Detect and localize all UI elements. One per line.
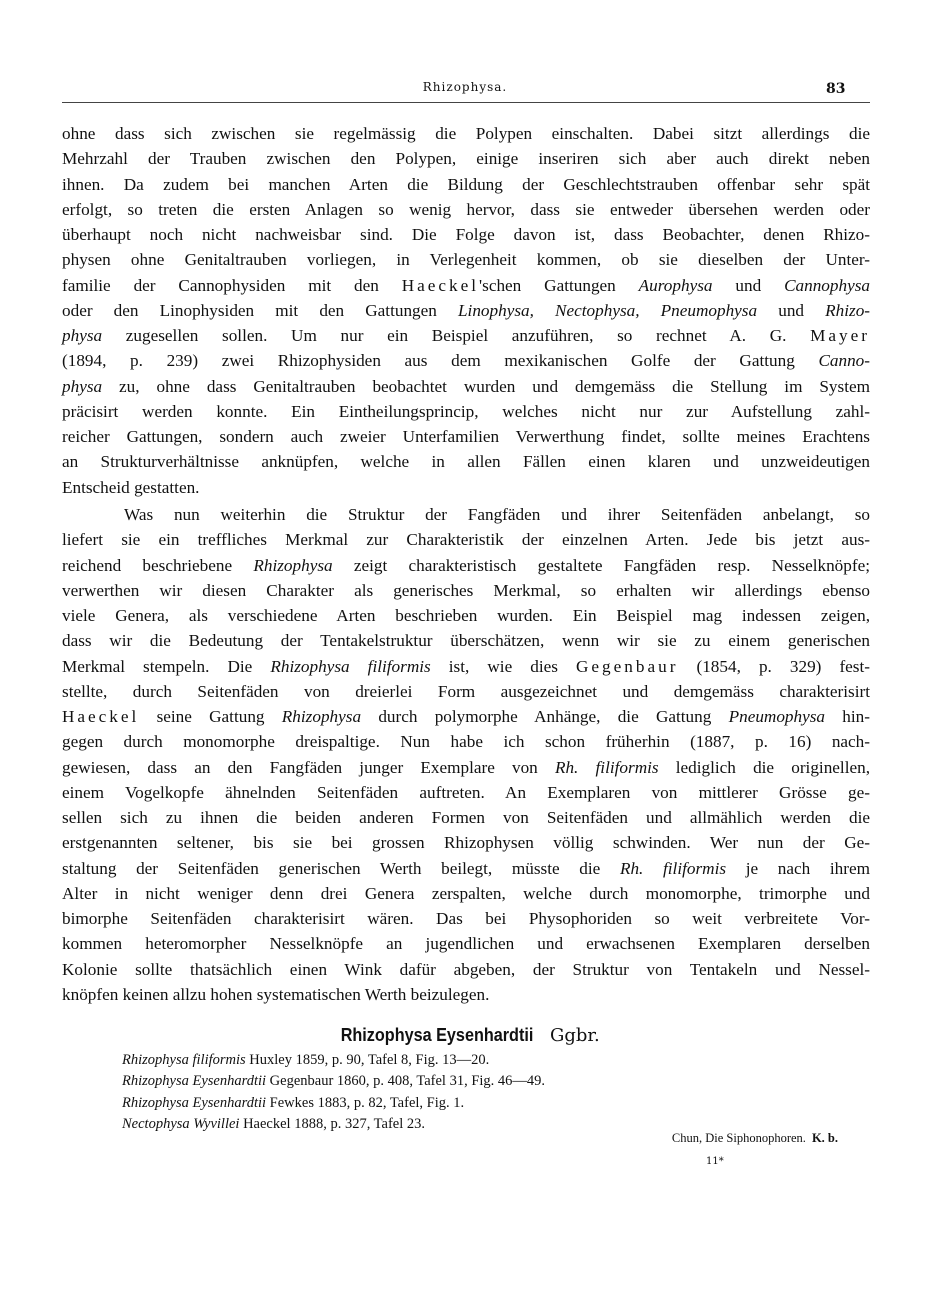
italic-taxon: Rh. filiformis (619, 858, 727, 878)
text-run: bimorphe Seitenfäden charakterisirt wären. Das bei Physophoriden so weit verbreitete Vor- (62, 909, 870, 928)
italic-taxon: Linophysa, Nectophysa, Pneumophysa (458, 300, 758, 320)
italic-taxon: Cannophysa (784, 275, 870, 295)
text-line (62, 578, 870, 603)
text-line (62, 475, 870, 500)
text-line (62, 424, 870, 449)
text-line (62, 628, 870, 653)
text-line (62, 247, 870, 272)
italic-taxon: Rhizophysa filiformis (270, 656, 431, 676)
text-run: (1894, p. 239) zwei Rhizophysiden aus dem mexikanischen Golfe der Gattung (62, 351, 819, 371)
header-rule (62, 102, 870, 103)
text-line (62, 805, 870, 830)
text-run: kommen heteromorpher Nesselknöpfe an jugendlichen und erwachsenen Exemplaren derselben (62, 934, 870, 954)
footer-mark: K. b. (811, 1131, 838, 1145)
spaced-author-name: Mayer (810, 326, 870, 345)
text-line (62, 856, 870, 881)
text-run: reichend beschriebene (62, 555, 254, 575)
italic-taxon: Rhizophysa (281, 707, 362, 726)
text-run: einem Vogelkopfe ähnelnden Seitenfäden auftreten. An Exemplaren von mittlerer Grösse ge- (62, 782, 870, 802)
text-line (62, 222, 870, 247)
synonym-reference: Huxley 1859, p. 90, Tafel 8, Fig. 13—20. (249, 1052, 490, 1068)
text-run: viele Genera, als verschiedene Arten beschrieben wurden. Ein Beispiel mag indessen zeigen, (62, 606, 870, 625)
synonym-name: Rhizophysa Eysenhardtii (122, 1073, 267, 1090)
text-line (62, 121, 870, 146)
italic-taxon: Rhizophysa (253, 555, 333, 575)
text-run: Was nun weiterhin die Struktur der Fangfäden und ihrer Seitenfäden anbelangt, so (124, 505, 870, 524)
text-run: staltung der Seitenfäden generischen Werth beilegt, müsste die (62, 858, 620, 878)
footer-citation-text: Chun, Die Siphonophoren. (671, 1131, 806, 1145)
synonym-reference: Gegenbaur 1860, p. 408, Tafel 31, Fig. 46—49. (269, 1073, 546, 1090)
text-line (62, 755, 870, 780)
italic-taxon: Rh. filiformis (554, 757, 659, 777)
text-run: Mehrzahl der Trauben zwischen den Polypen, einige inseriren sich aber auch direkt neben (62, 149, 870, 169)
text-line (62, 830, 870, 855)
text-run: und (712, 275, 785, 295)
text-line (62, 374, 870, 399)
synonym-entry (122, 1050, 545, 1071)
section-heading (0, 1025, 930, 1046)
text-run: erfolgt, so treten die ersten Anlagen so wenig hervor, dass sie entweder übersehen werden oder (62, 199, 870, 219)
text-run: Merkmal stempeln. Die (62, 656, 271, 676)
text-line (62, 982, 870, 1007)
spaced-author-name: Haeckel (62, 707, 140, 726)
page-number: 83 (826, 81, 846, 97)
text-line (62, 449, 870, 474)
text-run: oder den Linophysiden mit den Gattungen (62, 300, 458, 320)
text-line (62, 146, 870, 171)
italic-taxon: Pneumophysa (728, 707, 826, 726)
synonym-entry (122, 1071, 545, 1092)
italic-taxon: physa (62, 376, 103, 396)
signature-mark: 11* (706, 1156, 724, 1167)
text-line (62, 704, 870, 729)
text-run: liefert sie ein treffliches Merkmal zur Charakteristik der einzelnen Arten. Jede bis jetzt aus- (62, 530, 870, 550)
text-run: verwerthen wir diesen Charakter als generisches Merkmal, so erhalten wir allerdings ebenso (62, 580, 870, 600)
text-run: und (757, 300, 826, 320)
synonym-name: Rhizophysa Eysenhardtii (122, 1094, 267, 1111)
italic-taxon: Canno- (818, 351, 870, 371)
text-run: gewiesen, dass an den Fangfäden junger Exemplare von (62, 757, 555, 777)
text-line (62, 931, 870, 956)
text-run: ist, wie dies (430, 656, 577, 676)
text-run: stellte, durch Seitenfäden von dreierlei Form ausgezeichnet und demgemäss charakterisirt (62, 681, 870, 701)
text-run: ohne dass sich zwischen sie regelmässig die Polypen einschalten. Dabei sitzt allerdings die (62, 124, 870, 143)
italic-taxon: Rhizo- (825, 300, 871, 320)
text-line (62, 502, 870, 527)
text-line (62, 780, 870, 805)
text-run: ihnen. Da zudem bei manchen Arten die Bildung der Geschlechtstrauben offenbar sehr spät (62, 174, 870, 194)
text-line (62, 881, 870, 906)
text-run: gegen durch monomorphe dreispaltige. Nun habe ich schon früherhin (1887, p. 16) nach- (62, 732, 870, 752)
text-line (62, 957, 870, 982)
text-line (62, 679, 870, 704)
text-line (62, 654, 870, 679)
footer-citation (672, 1131, 838, 1146)
italic-taxon: Aurophysa (638, 275, 713, 295)
synonym-name: Nectophysa Wyvillei (122, 1115, 240, 1132)
text-line (62, 323, 870, 348)
paragraph-2 (62, 502, 870, 1007)
synonym-entry (122, 1114, 545, 1135)
text-run: reicher Gattungen, sondern auch zweier Unterfamilien Verwerthung findet, sollte meines Erachtens (62, 427, 870, 446)
text-line (62, 348, 870, 373)
running-title: Rhizophysa. (422, 80, 508, 94)
text-line (62, 729, 870, 754)
text-run: knöpfen keinen allzu hohen systematischen Werth beizulegen. (62, 984, 490, 1004)
text-run: durch polymorphe Anhänge, die Gattung (361, 707, 729, 726)
text-run: familie der Cannophysiden mit den (62, 275, 402, 295)
text-line (62, 527, 870, 552)
text-line (62, 197, 870, 222)
synonymy-list (122, 1050, 545, 1135)
text-run: 'schen Gattungen (479, 275, 639, 295)
italic-taxon: physa (62, 326, 103, 345)
text-run: zu, ohne dass Genitaltrauben beobachtet wurden und demgemäss die Stellung im System (102, 376, 870, 396)
text-line (62, 553, 870, 578)
text-run: zugesellen sollen. Um nur ein Beispiel anzuführen, so rechnet A. G. (102, 326, 811, 345)
species-name: Rhizophysa Eysenhardtii (340, 1025, 534, 1045)
text-line (62, 906, 870, 931)
synonym-reference: Haeckel 1888, p. 327, Tafel 23. (243, 1115, 426, 1132)
text-run: je nach ihrem (726, 858, 870, 878)
text-run: Entscheid gestatten. (62, 477, 200, 497)
species-authority: Ggbr. (550, 1025, 600, 1046)
text-run: (1854, p. 329) fest- (678, 656, 870, 676)
text-line (62, 603, 870, 628)
text-line (62, 172, 870, 197)
text-run: Alter in nicht weniger denn drei Genera zerspalten, welche durch monomorphe, trimorphe und (62, 883, 870, 903)
text-run: Kolonie sollte thatsächlich einen Wink dafür abgeben, der Struktur von Tentakeln und Nessel- (62, 959, 870, 979)
text-run: dass wir die Bedeutung der Tentakelstruktur überschätzen, wenn wir sie zu einem generischen (62, 631, 870, 651)
synonym-reference: Fewkes 1883, p. 82, Tafel, Fig. 1. (269, 1094, 465, 1111)
text-line (62, 298, 870, 323)
text-run: hin- (825, 707, 870, 726)
text-line (62, 273, 870, 298)
text-run: zeigt charakteristisch gestaltete Fangfäden resp. Nesselknöpfe; (332, 555, 870, 575)
text-run: sellen sich zu ihnen die beiden anderen Formen von Seitenfäden und allmählich werden die (62, 808, 870, 827)
text-run: überhaupt noch nicht nachweisbar sind. Die Folge davon ist, dass Beobachter, denen Rhizo- (62, 225, 870, 244)
text-run: lediglich die originellen, (658, 757, 870, 777)
text-line (62, 399, 870, 424)
text-run: seine Gattung (139, 707, 282, 726)
text-run: an Strukturverhältnisse anknüpfen, welche in allen Fällen einen klaren und unzweideutigen (62, 452, 870, 472)
text-run: präcisirt werden konnte. Ein Eintheilungsprincip, welches nicht nur zur Aufstellung zahl- (62, 401, 870, 421)
spaced-author-name: Gegenbaur (576, 656, 679, 676)
text-run: physen ohne Genitaltrauben vorliegen, in Verlegenheit kommen, ob sie dieselben der Unter- (62, 250, 870, 270)
spaced-author-name: Haeckel (401, 275, 480, 295)
synonym-entry (122, 1093, 545, 1114)
text-run: erstgenannten seltener, bis sie bei grossen Rhizophysen völlig schwinden. Wer nun der Ge- (62, 833, 870, 853)
synonym-name: Rhizophysa filiformis (122, 1052, 246, 1068)
paragraph-1 (62, 121, 870, 500)
